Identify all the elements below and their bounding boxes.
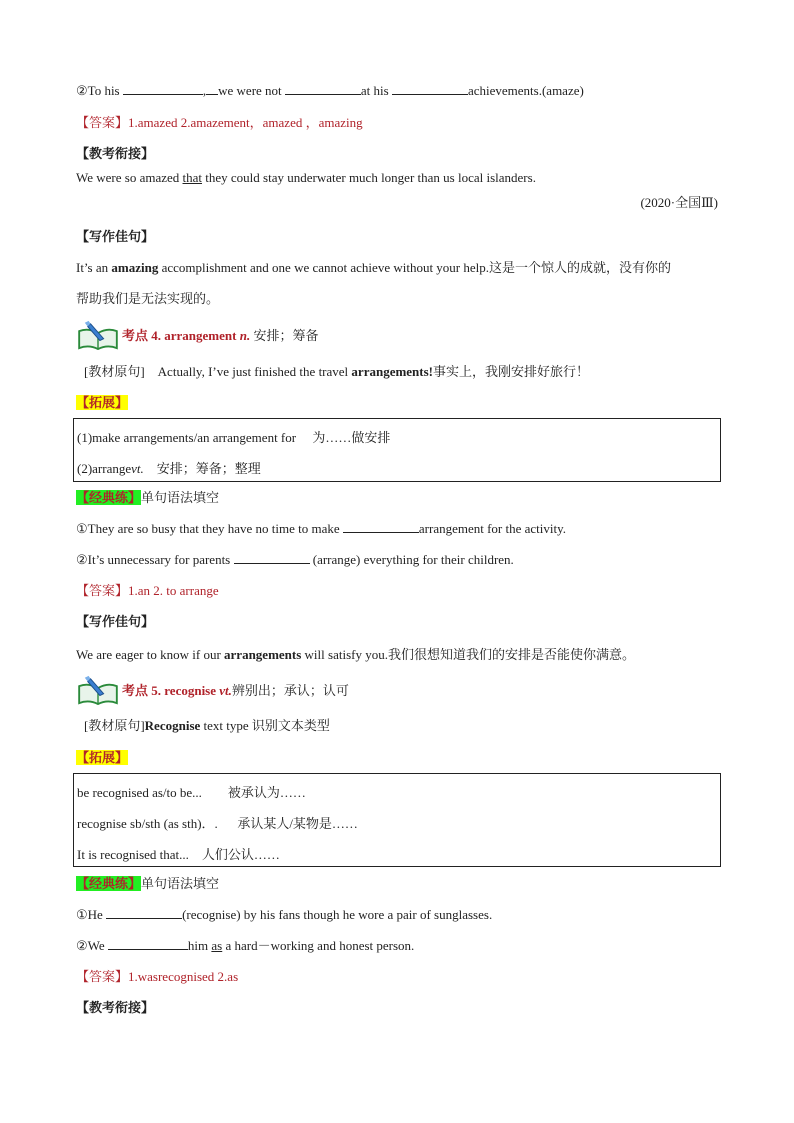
tuozhan-box-5 <box>73 773 721 867</box>
answer-line-5: 【答案】1.wasrecognised 2.as <box>76 969 239 984</box>
xiezuo-sentence-4: We are eager to know if our arrangements will satisfy you.我们很想知道我们的安排是否能使你满意。 <box>76 647 635 662</box>
kaodian-4-title: 考点 4. arrangement n. 安排；筹备 <box>122 328 319 343</box>
tuozhan-box-4 <box>73 418 721 482</box>
pencil-book-icon <box>76 673 120 705</box>
item-number: ② <box>76 83 88 98</box>
fill-blank[interactable] <box>343 520 419 533</box>
kaodian-5-title: 考点 5. recognise vt.辨别出；承认；认可 <box>122 683 349 698</box>
jingdian-label-5: 【经典练】单句语法填空 <box>76 876 220 891</box>
fill-blank[interactable] <box>123 82 203 95</box>
source-citation: (2020·全国Ⅲ) <box>640 195 718 210</box>
exercise-5-2: ②We him as a hard－working and honest person. <box>76 938 415 953</box>
jiaocai-sentence-4: [教材原句] Actually, I’ve just finished the travel arrangements!事实上，我刚安排好旅行！ <box>84 364 590 379</box>
fill-blank[interactable] <box>106 906 182 919</box>
fill-blank[interactable] <box>108 937 188 950</box>
jingdian-label-4: 【经典练】单句语法填空 <box>76 490 220 505</box>
tuozhan-row: (2)arrangevt. 安排；筹备；整理 <box>77 461 261 476</box>
tuozhan-row: recognise sb/sth (as sth)．. 承认某人/某物是…… <box>77 816 358 831</box>
jiaocai-sentence-5: [教材原句]Recognise text type 识别文本类型 <box>84 718 330 733</box>
jiaokao-sentence: We were so amazed that they could stay underwater much longer than us local islanders. <box>76 170 536 185</box>
tuozhan-row: It is recognised that... 人们公认…… <box>77 847 280 862</box>
section-heading-jiaokao-5: 【教考衔接】 <box>76 1000 155 1015</box>
fill-blank[interactable] <box>285 82 361 95</box>
xiezuo-sentence: It’s an amazing accomplishment and one we cannot achieve without your help.这是一个惊人的成就，没有你的 <box>76 260 672 275</box>
section-heading-xiezuo: 【写作佳句】 <box>76 229 155 244</box>
tuozhan-row: be recognised as/to be... 被承认为…… <box>77 785 306 800</box>
exercise-4-2: ②It’s unnecessary for parents (arrange) everything for their children. <box>76 552 514 567</box>
section-heading-jiaokao: 【教考衔接】 <box>76 146 155 161</box>
section-heading-xiezuo-4: 【写作佳句】 <box>76 614 155 629</box>
tuozhan-label-4: 【拓展】 <box>76 395 129 410</box>
exercise-amaze-2: ②To his , we were not at his achievements.(amaze) <box>76 83 584 98</box>
fill-blank[interactable] <box>234 551 310 564</box>
fill-blank[interactable] <box>392 82 468 95</box>
exercise-5-1: ①He (recognise) by his fans though he wore a pair of sunglasses. <box>76 907 493 922</box>
pencil-book-icon <box>76 318 120 350</box>
exercise-4-1: ①They are so busy that they have no time to make arrangement for the activity. <box>76 521 567 536</box>
tuozhan-label-5: 【拓展】 <box>76 750 129 765</box>
tuozhan-row: (1)make arrangements/an arrangement for 为……做安排 <box>77 430 391 445</box>
fill-blank[interactable] <box>206 82 218 95</box>
xiezuo-sentence-line2: 帮助我们是无法实现的。 <box>76 291 220 306</box>
answer-line: 【答案】1.amazed 2.amazement，amazed ，amazing <box>76 115 363 130</box>
answer-line-4: 【答案】1.an 2. to arrange <box>76 583 219 598</box>
